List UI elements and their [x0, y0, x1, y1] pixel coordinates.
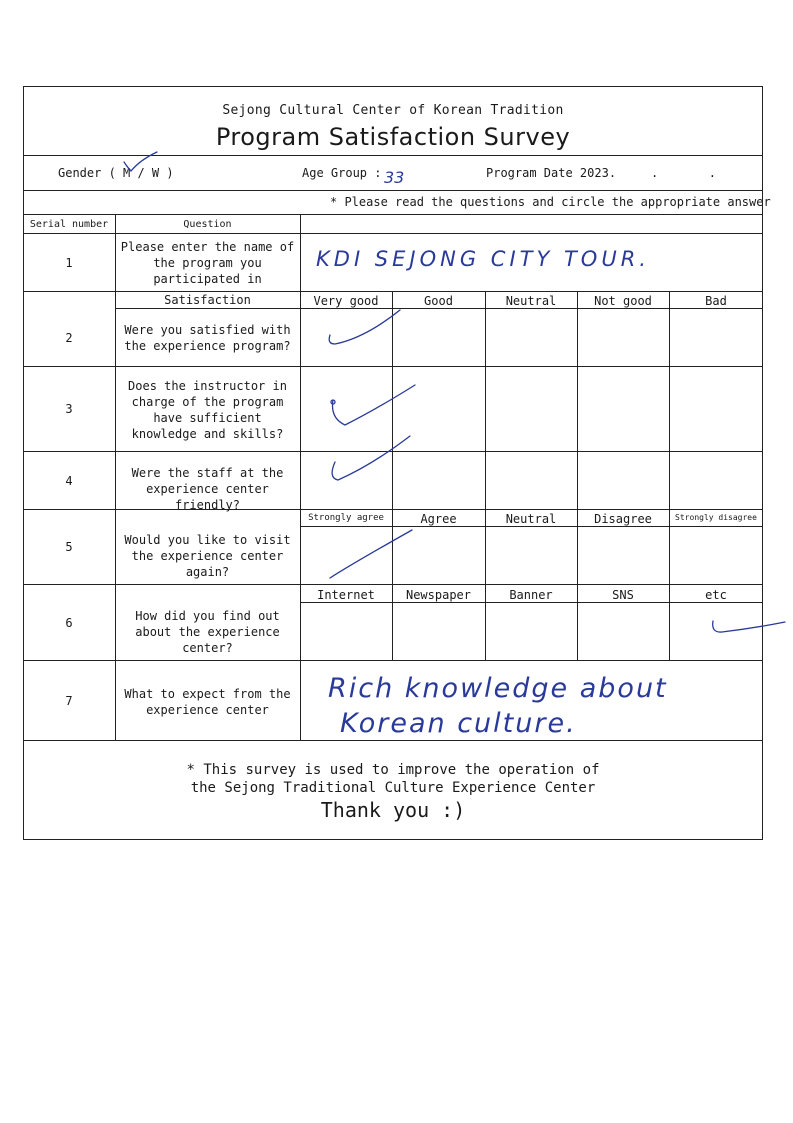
option-good: Good: [424, 294, 453, 308]
rule: [23, 584, 763, 585]
question-7: What to expect from the experience center: [124, 687, 291, 717]
age-group-label: Age Group :: [302, 166, 382, 180]
option-agree: Agree: [420, 512, 457, 526]
option-strongly-disagree: Strongly disagree: [675, 513, 757, 522]
option-internet: Internet: [317, 588, 375, 602]
rule: [669, 291, 670, 660]
rule: [300, 526, 763, 527]
org-name: Sejong Cultural Center of Korean Tradition: [222, 103, 564, 118]
rule: [23, 660, 763, 661]
rule: [23, 214, 763, 215]
rule: [23, 366, 763, 367]
serial-4: 4: [65, 474, 73, 488]
question-1: Please enter the name of the program you participated in: [120, 240, 295, 286]
serial-number-header: Serial number: [29, 219, 109, 230]
question-2: Were you satisfied with the experience program?: [124, 323, 291, 353]
rule: [485, 291, 486, 660]
option-etc: etc: [705, 588, 727, 602]
rule: [23, 451, 763, 452]
option-newspaper: Newspaper: [405, 588, 472, 602]
question-header: Question: [183, 219, 232, 230]
q1-handwritten-answer: KDI SEJONG CITY TOUR.: [316, 247, 650, 271]
option-banner: Banner: [509, 588, 553, 602]
serial-2: 2: [65, 331, 73, 345]
rule: [23, 155, 763, 156]
serial-5: 5: [65, 540, 73, 554]
serial-6: 6: [65, 616, 73, 630]
serial-7: 7: [65, 694, 73, 708]
gender-label: Gender ( M / W ): [58, 166, 174, 180]
option-bad: Bad: [705, 294, 727, 308]
serial-3: 3: [65, 402, 73, 416]
age-value: 33: [384, 168, 405, 187]
rule: [300, 214, 301, 740]
rule: [392, 291, 393, 660]
q7-handwritten-answer-line1: Rich knowledge about: [328, 673, 668, 704]
footer-note-line2: the Sejong Traditional Culture Experience Center: [190, 780, 596, 796]
serial-1: 1: [65, 256, 73, 270]
q7-handwritten-answer-line2: Korean culture.: [340, 708, 577, 739]
instruction-text: * Please read the questions and circle the appropriate answer: [330, 195, 771, 209]
option-disagree: Disagree: [594, 512, 652, 526]
program-date-label: Program Date 2023.: [486, 166, 617, 180]
rule: [23, 190, 763, 191]
option-very-good: Very good: [313, 294, 379, 308]
rule: [23, 740, 763, 741]
footer-note-line1: * This survey is used to improve the operation of: [186, 762, 600, 778]
question-5: Would you like to visit the experience center again?: [124, 533, 291, 579]
question-6: How did you find out about the experience center?: [135, 609, 280, 655]
rule: [23, 291, 763, 292]
program-date-blanks: . .: [651, 166, 717, 180]
question-4: Were the staff at the experience center friendly?: [131, 466, 284, 512]
satisfaction-header: Satisfaction: [164, 293, 251, 307]
option-strongly-agree: Strongly agree: [308, 513, 384, 523]
rule: [577, 291, 578, 660]
option-not-good: Not good: [594, 294, 652, 308]
rule: [300, 602, 763, 603]
option-neutral-5: Neutral: [505, 512, 557, 526]
rule: [115, 308, 763, 309]
option-sns: SNS: [612, 588, 634, 602]
rule: [23, 233, 763, 234]
page-title: Program Satisfaction Survey: [215, 123, 571, 151]
question-3: Does the instructor in charge of the program have sufficient knowledge and skills?: [128, 379, 287, 441]
thank-you: Thank you :): [320, 798, 466, 822]
option-neutral: Neutral: [505, 294, 557, 308]
